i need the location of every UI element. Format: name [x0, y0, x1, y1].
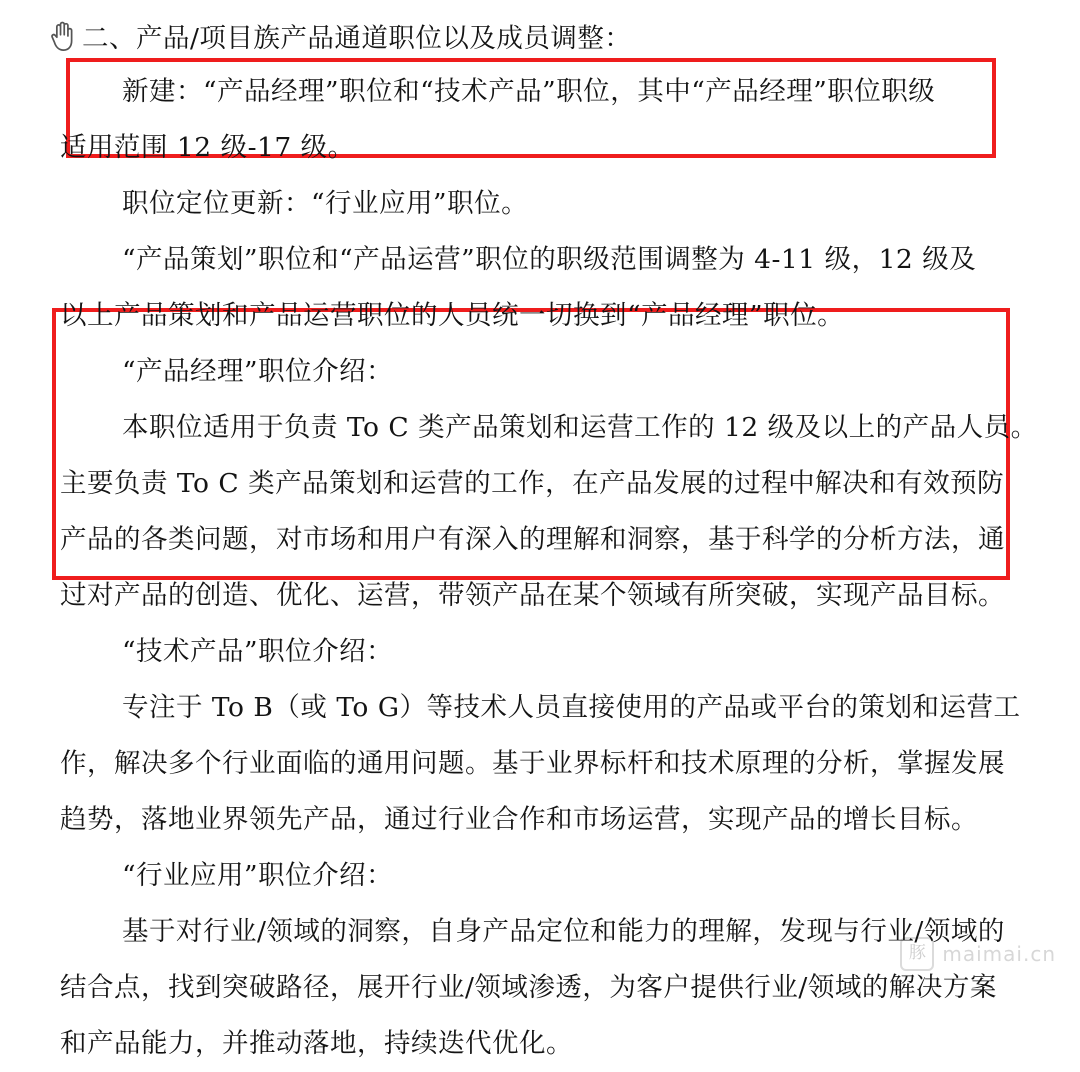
- paragraph-pm-intro: [60, 344, 1038, 624]
- paragraph-line: 主要负责 To C 类产品策划和运营的工作，在产品发展的过程中解决和有效预防: [60, 468, 1005, 499]
- paragraph-line: 专注于 To B（或 To G）等技术人员直接使用的产品或平台的策划和运营工: [122, 692, 1021, 723]
- paragraph-line: “技术产品”职位介绍：: [122, 636, 394, 667]
- paragraph-line: 基于对行业/领域的洞察，自身产品定位和能力的理解，发现与行业/领域的: [122, 916, 1005, 947]
- paragraph-tech-product-intro: [60, 624, 1021, 848]
- paragraph-line: “行业应用”职位介绍：: [122, 860, 394, 891]
- paragraph-line: 产品的各类问题，对市场和用户有深入的理解和洞察，基于科学的分析方法，通: [60, 524, 1005, 555]
- paragraph-line: 新建：“产品经理”职位和“技术产品”职位，其中“产品经理”职位职级: [122, 76, 936, 107]
- paragraph-line: 适用范围 12 级-17 级。: [60, 132, 355, 163]
- watermark-logo-icon: 豚: [900, 937, 934, 971]
- paragraph-line: “产品经理”职位介绍：: [122, 356, 394, 387]
- paragraph-line: 过对产品的创造、优化、运营，带领产品在某个领域有所突破，实现产品目标。: [60, 580, 1005, 611]
- paragraph-new-positions: [60, 64, 1010, 176]
- paragraph-line: 作，解决多个行业面临的通用问题。基于业界标杆和技术原理的分析，掌握发展: [60, 748, 1005, 779]
- paragraph-line: 职位定位更新：“行业应用”职位。: [122, 188, 529, 219]
- document-body: [60, 14, 1038, 1072]
- paragraph-line: 结合点，找到突破路径，展开行业/领域渗透，为客户提供行业/领域的解决方案: [60, 972, 997, 1003]
- paragraph-line: 趋势，落地业界领先产品，通过行业合作和市场运营，实现产品的增长目标。: [60, 804, 978, 835]
- paragraph-line: 本职位适用于负责 To C 类产品策划和运营工作的 12 级及以上的产品人员。: [122, 412, 1038, 443]
- paragraph-rank-range-adjust: [60, 232, 1010, 344]
- section-heading: 二、产品/项目族产品通道职位以及成员调整：: [82, 23, 632, 54]
- paragraph-line: 和产品能力，并推动落地，持续迭代优化。: [60, 1028, 573, 1059]
- paragraph-line: “产品策划”职位和“产品运营”职位的职级范围调整为 4-11 级，12 级及: [122, 244, 977, 275]
- paragraph-position-update: [60, 176, 1010, 232]
- paragraph-industry-app-intro: [60, 848, 1010, 1072]
- paragraph-line: 以上产品策划和产品运营职位的人员统一切换到“产品经理”职位。: [60, 300, 845, 331]
- watermark-text: maimai.cn: [942, 942, 1056, 966]
